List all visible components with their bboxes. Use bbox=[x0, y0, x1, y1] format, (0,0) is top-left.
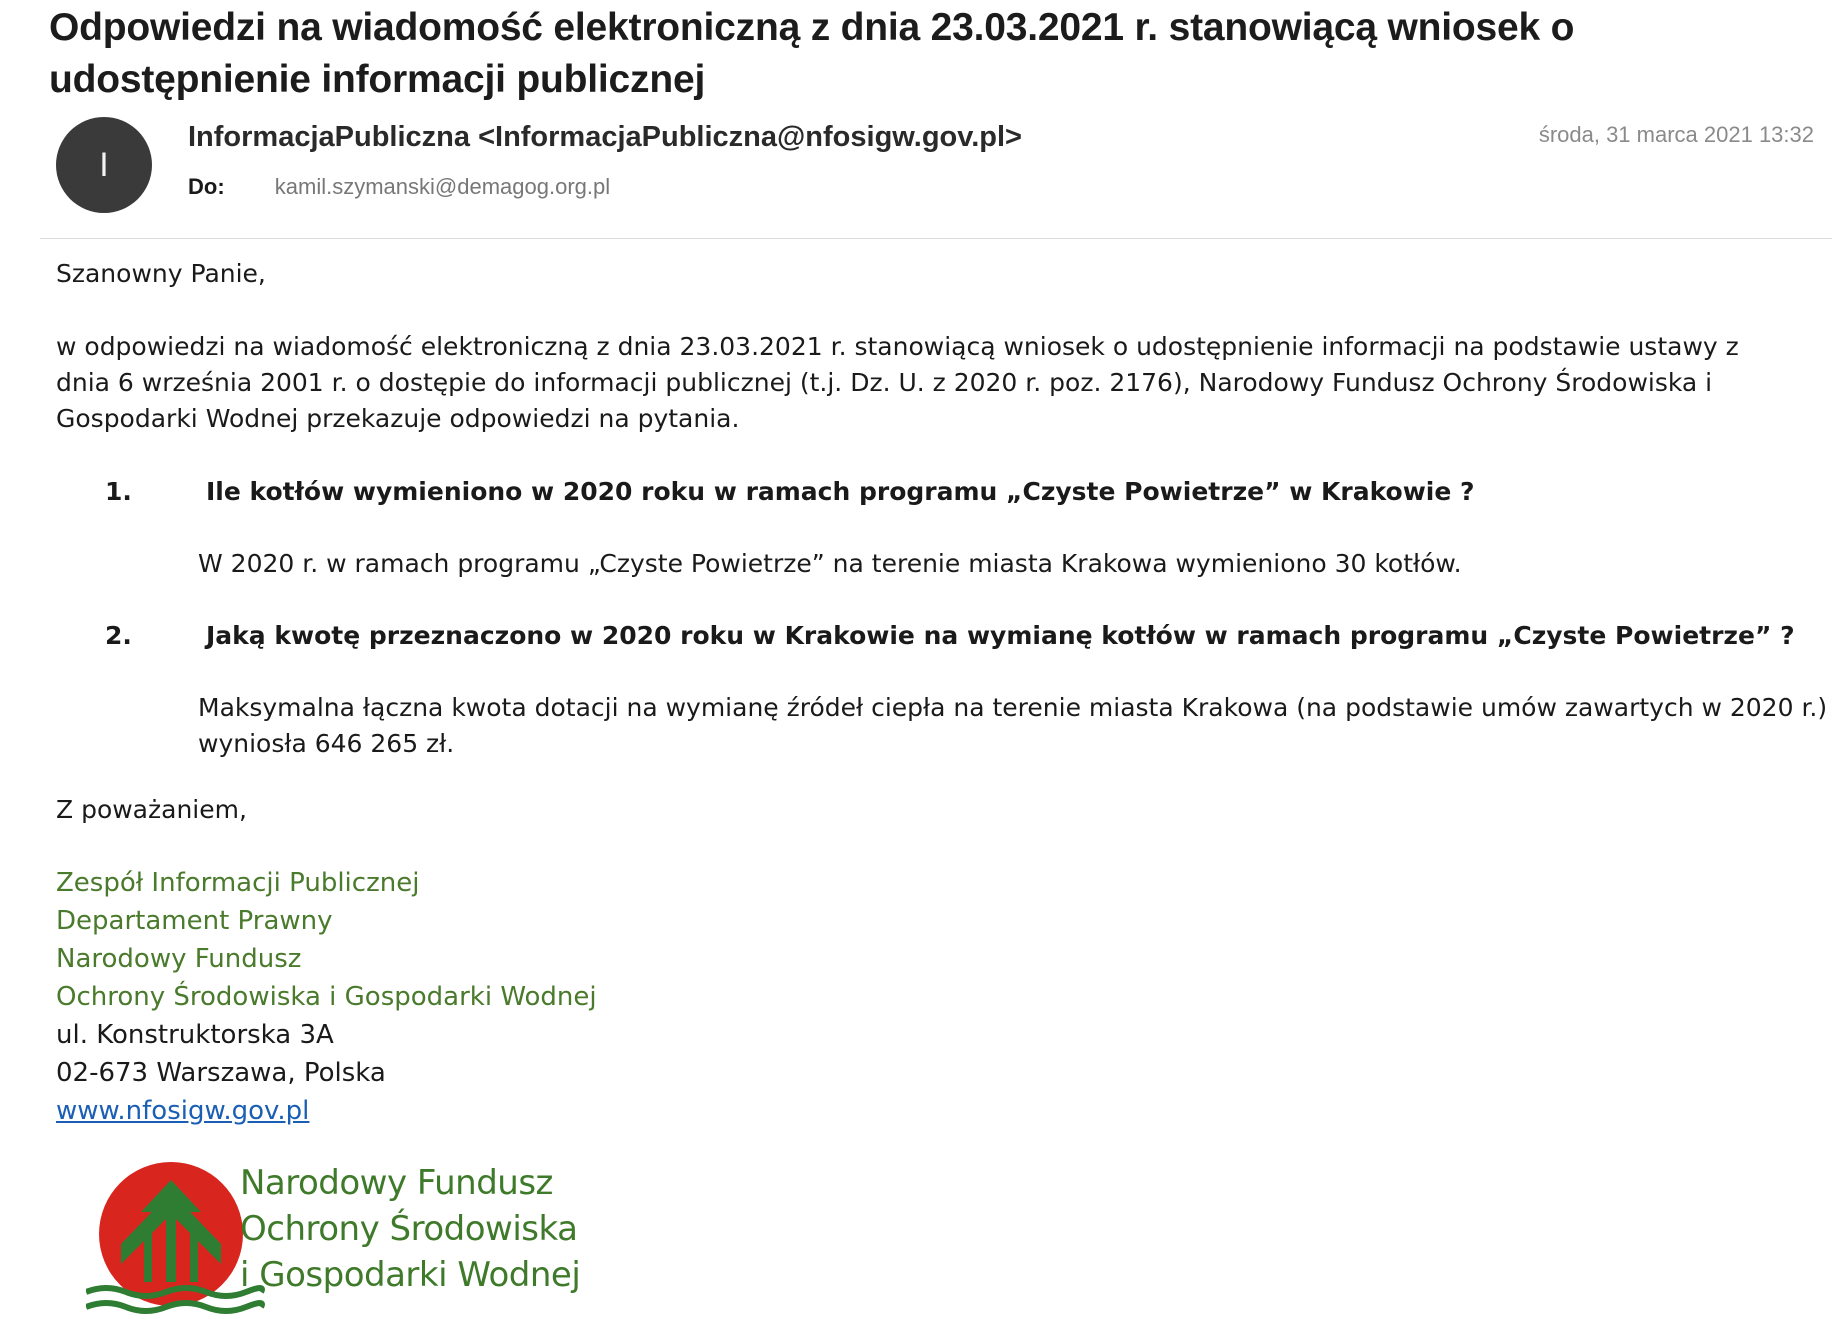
signature-department: Departament Prawny bbox=[56, 906, 333, 936]
question-text: Ile kotłów wymieniono w 2020 roku w ramach programu „Czyste Powietrze” w Krakowie ? bbox=[206, 477, 1475, 506]
to-label: Do: bbox=[188, 174, 225, 199]
logo-line1: Narodowy Fundusz bbox=[240, 1163, 553, 1203]
logo-text bbox=[240, 1160, 580, 1298]
email-body bbox=[56, 256, 1828, 1126]
signature-city: 02-673 Warszawa, Polska bbox=[56, 1058, 386, 1088]
signature-team: Zespół Informacji Publicznej bbox=[56, 868, 420, 898]
question-number: 1. bbox=[105, 477, 132, 506]
logo-line3: i Gospodarki Wodnej bbox=[240, 1255, 581, 1295]
website-link[interactable]: www.nfosigw.gov.pl bbox=[56, 1096, 310, 1126]
greeting: Szanowny Panie, bbox=[56, 259, 266, 288]
intro-paragraph: w odpowiedzi na wiadomość elektroniczną z dnia 23.03.2021 r. stanowiącą wniosek o udostępnienie informacji na podstawie ustawy z dnia 6 września 2001 r. o dostępie do informacji publicznej (t.j. Dz. U. z 2020 r. poz. 2176), Narodowy Fundusz Ochrony Środowiska i Gospodarki Wodnej przekazuje odpowiedzi na pytania. bbox=[56, 332, 1739, 433]
answer-2: Maksymalna łączna kwota dotacji na wymianę źródeł ciepła na terenie miasta Krakowa (na podstawie umów zawartych w 2020 r.) wyniosła 646 265 zł. bbox=[198, 693, 1828, 758]
signature-street: ul. Konstruktorska 3A bbox=[56, 1020, 334, 1050]
signature-org-line1: Narodowy Fundusz bbox=[56, 944, 302, 974]
email-date: środa, 31 marca 2021 13:32 bbox=[1538, 122, 1814, 147]
signature-block bbox=[56, 864, 597, 1130]
email-subject: Odpowiedzi na wiadomość elektroniczną z dnia 23.03.2021 r. stanowiącą wniosek o udostępnienie informacji publicznej bbox=[49, 6, 1575, 101]
signature-org-line2: Ochrony Środowiska i Gospodarki Wodnej bbox=[56, 982, 597, 1012]
sender-avatar: I bbox=[56, 117, 152, 213]
closing: Z poważaniem, bbox=[56, 795, 247, 824]
recipient-row bbox=[188, 174, 610, 200]
sender-name[interactable]: InformacjaPubliczna <InformacjaPubliczna@nfosigw.gov.pl> bbox=[188, 121, 1022, 153]
recipient-address[interactable]: kamil.szymanski@demagog.org.pl bbox=[274, 174, 611, 199]
answer-1: W 2020 r. w ramach programu „Czyste Powietrze” na terenie miasta Krakowa wymieniono 30 kotłów. bbox=[198, 549, 1462, 578]
question-text: Jaką kwotę przeznaczono w 2020 roku w Krakowie na wymianę kotłów w ramach programu „Czyste Powietrze” ? bbox=[206, 621, 1795, 650]
header-divider bbox=[40, 238, 1832, 239]
logo-line2: Ochrony Środowiska bbox=[240, 1209, 578, 1249]
question-number: 2. bbox=[105, 621, 132, 650]
